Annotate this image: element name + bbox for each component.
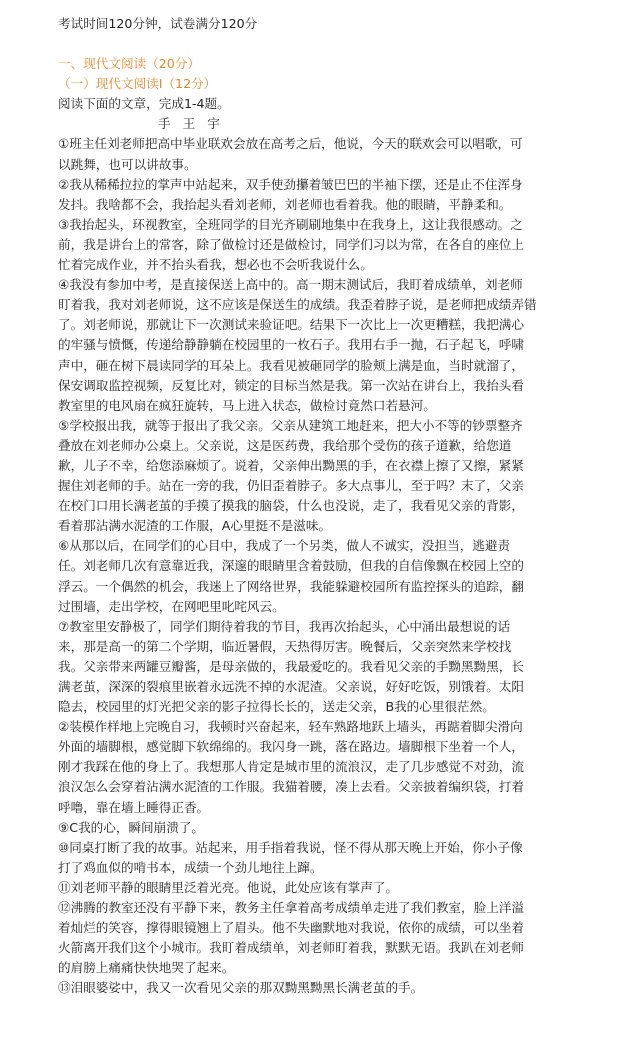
article-paragraph bbox=[58, 275, 604, 416]
paragraph-line: ⑤学校报出我，就等于报出了我父亲。父亲从建筑工地赶来，把大小不等的钞票整齐 bbox=[58, 417, 523, 433]
article-title: 手 王 宇 bbox=[158, 116, 224, 132]
article-paragraph bbox=[58, 134, 604, 174]
paragraph-line: 火箭离开我们这个小城市。我盯着成绩单，刘老师盯着我，默默无语。我趴在刘老师 bbox=[58, 940, 524, 956]
article-paragraph bbox=[58, 175, 604, 215]
paragraph-line: ⑥从那以后，在同学们的心目中，我成了一个另类，做人不诚实，没担当，逃避责 bbox=[58, 538, 511, 554]
paragraph-line: ⑫沸腾的教室还没有平静下来，教务主任拿着高考成绩单走进了我们教室，脸上洋溢 bbox=[58, 900, 524, 916]
paragraph-line: ⑦教室里安静极了，同学们期待着我的节目，我再次抬起头，心中涌出最想说的话 bbox=[58, 618, 511, 634]
paragraph-line: 满老茧，深深的裂痕里嵌着永远洗不掉的水泥渣。父亲说，好好吃饭，别饿着。太阳 bbox=[58, 679, 524, 694]
article-paragraph bbox=[58, 898, 604, 978]
exam-info: 考试时间120分钟，试卷满分120分 bbox=[58, 16, 258, 31]
paragraph-line: 浪汉怎么会穿着沾满水泥渣的工作服。我猫着腰，凑上去看。父亲披着编织袋，打着 bbox=[58, 779, 524, 795]
section-title: 一、现代文阅读（20分） bbox=[58, 56, 200, 72]
paragraph-line: 了。刘老师说，那就让下一次测试来验证吧。结果下一次比上一次更糟糕，我把满心 bbox=[58, 317, 524, 333]
paragraph-line: 的肩膀上痛痛快快地哭了起来。 bbox=[58, 960, 235, 976]
article-paragraph bbox=[58, 838, 604, 878]
paragraph-line: ②我从稀稀拉拉的掌声中站起来，双手使劲攥着皱巴巴的半袖下摆，还是止不住浑身 bbox=[58, 176, 523, 192]
paragraph-line: 叠放在刘老师办公桌上。父亲说，这是医药费，我给那个受伤的孩子道歉，给您道 bbox=[58, 437, 512, 453]
article-paragraph bbox=[58, 215, 604, 275]
paragraph-line: ⑨C我的心，瞬间崩溃了。 bbox=[58, 819, 205, 835]
paragraph-line: 看着那沾满水泥渣的工作服，A心里挺不是滋味。 bbox=[58, 518, 332, 534]
article-paragraph bbox=[58, 978, 604, 998]
paragraph-line: 浮云。一个偶然的机会，我迷上了网络世界，我能躲避校园所有监控探头的追踪，翻 bbox=[58, 578, 524, 594]
paragraph-line: 刚才我踩在他的身上了。我想那人肯定是城市里的流浪汉，走了几步感觉不对劲，流 bbox=[58, 759, 524, 775]
article-paragraph bbox=[58, 878, 604, 898]
paragraph-line: 握住刘老师的手。站在一旁的我，仍旧歪着脖子。多大点事儿，至于吗？末了，父亲 bbox=[58, 478, 524, 494]
paragraph-line: ①班主任刘老师把高中毕业联欢会放在高考之后，他说，今天的联欢会可以唱歌，可 bbox=[58, 136, 523, 152]
article-paragraph bbox=[58, 416, 604, 537]
article-body bbox=[58, 134, 604, 998]
paragraph-line: 以跳舞，也可以讲故事。 bbox=[58, 156, 197, 172]
paragraph-line: 过围墙，走出学校，在网吧里叱咤风云。 bbox=[58, 598, 285, 614]
article-paragraph bbox=[58, 617, 604, 717]
paragraph-line: 任。刘老师几次有意靠近我，深邃的眼睛里含着鼓励，但我的自信像飘在校园上空的 bbox=[58, 558, 524, 574]
paragraph-line: ②装模作样地上完晚自习，我顿时兴奋起来，轻车熟路地跃上墙头，再踮着脚尖滑向 bbox=[58, 719, 523, 735]
paragraph-line: 盯着我，我对刘老师说，这不应该是保送生的成绩。我歪着脖子说，是老师把成绩弄错 bbox=[58, 297, 537, 313]
paragraph-line: 来，那是高一的第二个学期，临近暑假，天热得厉害。晚餐后，父亲突然来学校找 bbox=[58, 638, 512, 654]
paragraph-line: 外面的墙脚根，感觉脚下软绵绵的。我闪身一跳，落在路边。墙脚根下坐着一个人， bbox=[58, 739, 524, 755]
paragraph-line: 打了鸡血似的啃书本，成绩一个劲儿地往上蹿。 bbox=[58, 859, 323, 875]
paragraph-line: 在校门口用长满老茧的手摸了摸我的脑袋，什么也没说，走了，我看见父亲的背影， bbox=[58, 498, 524, 514]
paragraph-line: 着灿烂的笑容，撑得眼镜翘上了眉头。他不失幽默地对我说，依你的成绩，可以坐着 bbox=[58, 920, 524, 936]
article-paragraph bbox=[58, 818, 604, 838]
paragraph-line: ⑪刘老师平静的眼睛里泛着光亮。他说，此处应该有掌声了。 bbox=[58, 879, 399, 895]
subsection-title: （一）现代文阅读Ⅰ（12分） bbox=[58, 76, 217, 92]
paragraph-line: 前，我是讲台上的常客，除了做检讨还是做检讨，同学们习以为常，在各自的座位上 bbox=[58, 236, 524, 252]
paragraph-line: ③我抬起头，环视教室，全班同学的目光齐刷刷地集中在我身上，这让我很感动。之 bbox=[58, 216, 523, 232]
paragraph-line: 声中，砸在树下晨读同学的耳朵上。我看见被砸同学的脸颊上满是血，当时就溜了， bbox=[58, 357, 524, 373]
paragraph-line: ⑩同桌打断了我的故事。站起来，用手指着我说，怪不得从那天晚上开始，你小子像 bbox=[58, 839, 523, 855]
paragraph-line: 发抖。我啥都不会，我抬起头看刘老师，刘老师也看着我。他的眼睛，平静柔和。 bbox=[58, 196, 512, 212]
article-paragraph bbox=[58, 717, 604, 817]
paragraph-line: 教室里的电风扇在疯狂旋转，马上进入状态，做检讨竟然口若悬河。 bbox=[58, 397, 436, 413]
paragraph-line: ④我没有参加中考，是直接保送上高中的。高一期末测试后，我盯着成绩单，刘老师 bbox=[58, 277, 523, 293]
paragraph-line: 我。父亲带来两罐豆瓣酱，是母亲做的，我最爱吃的。我看见父亲的手黝黑黝黑，长 bbox=[58, 658, 524, 674]
instruction: 阅读下面的文章，完成1-4题。 bbox=[58, 96, 230, 112]
article-paragraph bbox=[58, 536, 604, 616]
paragraph-line: ⑬泪眼婆娑中，我又一次看见父亲的那双黝黑黝黑长满老茧的手。 bbox=[58, 980, 424, 996]
paragraph-line: 保安调取监控视频，反复比对，锁定的目标当然是我。第一次站在讲台上，我抬头看 bbox=[58, 377, 524, 393]
paragraph-line: 呼噜，靠在墙上睡得正香。 bbox=[58, 799, 210, 815]
paragraph-line: 歉，儿子不幸，给您添麻烦了。说着，父亲伸出黝黑的手，在衣襟上擦了又擦，紧紧 bbox=[58, 457, 524, 473]
paragraph-line: 的牢骚与愤慨，传递给静静躺在校园里的一枚石子。我用右手一抛，石子起飞，呼啸 bbox=[58, 337, 524, 353]
paragraph-line: 隐去，校园里的灯光把父亲的影子拉得长长的，送走父亲，B我的心里很茫然。 bbox=[58, 699, 495, 715]
paragraph-line: 忙着完成作业，并不抬头看我，想必也不会听我说什么。 bbox=[58, 257, 373, 273]
